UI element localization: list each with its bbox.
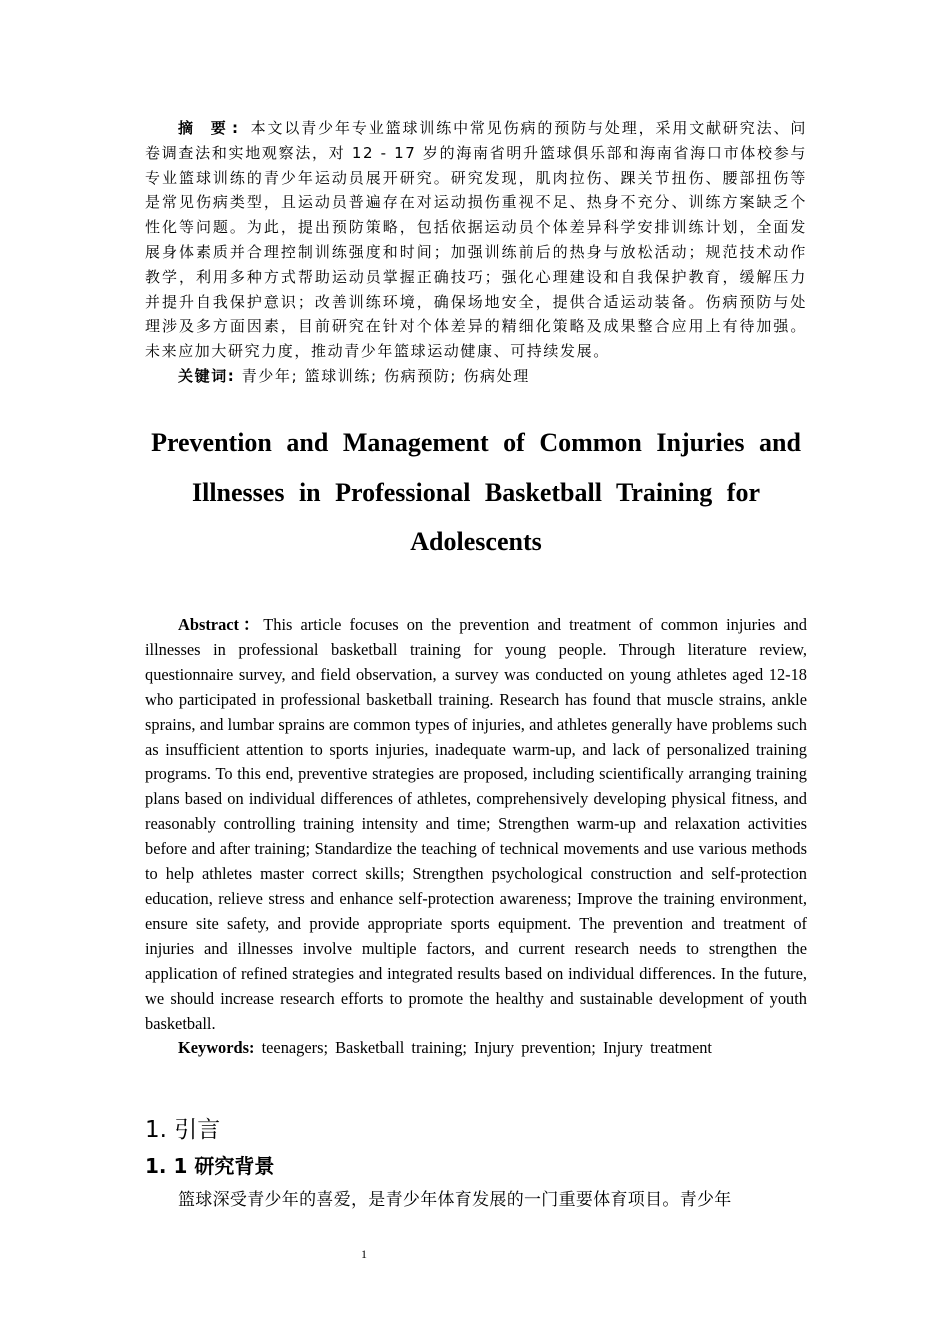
- english-abstract-paragraph: [145, 613, 807, 1036]
- chinese-keywords: 青少年; 篮球训练; 伤病预防; 伤病处理: [241, 366, 530, 385]
- chinese-abstract-text: 本文以青少年专业篮球训练中常见伤病的预防与处理，采用文献研究法、问卷调查法和实地观察法，对 12 - 17 岁的海南省明升篮球俱乐部和海南省海口市体校参与专业篮球训练的青少年运动员展开研究。研究发现，肌肉拉伤、踝关节扭伤、腰部扭伤等是常见伤病类型，且运动员普遍存在对运动损伤重视不足、热身不充分、训练方案缺乏个性化等问题。为此，提出预防策略，包括依据运动员个体差异科学安排训练计划，全面发展身体素质并合理控制训练强度和时间；加强训练前后的热身与放松活动；规范技术动作教学，利用多种方式帮助运动员掌握正确技巧；强化心理建设和自我保护教育，缓解压力并提升自我保护意识；改善训练环境，确保场地安全，提供合适运动装备。伤病预防与处理涉及多方面因素，目前研究在针对个体差异的精细化策略及成果整合应用上有待加强。未来应加大研究力度，推动青少年篮球运动健康、可持续发展。: [145, 119, 807, 361]
- english-abstract-text: This article focuses on the prevention and treatment of common injuries and illnesses in professional basketball training for young people. Through literature review, questionnaire survey, and field observation, a survey was conducted on young athletes aged 12-18 who participated in professional basketball training. Research has found that muscle strains, ankle sprains, and lumbar sprains are common types of injuries, and athletes generally have problems such as insufficient attention to sports injuries, inadequate warm-up, and lack of personalized training programs. To this end, preventive strategies are proposed, including scientifically arranging training plans based on individual differences of athletes, comprehensively developing physical fitness, and reasonably controlling training intensity and time; Strengthen warm-up and relaxation activities before and after training; Standardize the teaching of technical movements and use various methods to help athletes master correct skills; Strengthen psychological construction and self-protection education, relieve stress and enhance self-protection awareness; Improve the training environment, ensure site safety, and provide appropriate sports equipment. The prevention and treatment of injuries and illnesses involve multiple factors, and current research needs to strengthen the application of refined strategies and integrated results based on individual differences. In the future, we should increase research efforts to promote the healthy and sustainable development of youth basketball.: [145, 615, 807, 1033]
- chinese-abstract: [145, 116, 807, 389]
- english-abstract: [145, 613, 807, 1061]
- chinese-abstract-paragraph: [145, 116, 807, 364]
- english-keywords-line: [145, 1036, 807, 1061]
- body-paragraph: 篮球深受青少年的喜爱，是青少年体育发展的一门重要体育项目。青少年: [178, 1190, 732, 1210]
- page-number: 1: [361, 1247, 367, 1261]
- english-keywords-label: Keywords:: [178, 1038, 255, 1058]
- chinese-keywords-line: [145, 364, 807, 389]
- english-keywords: teenagers; Basketball training; Injury prevention; Injury treatment: [261, 1038, 712, 1058]
- subsection-heading: 1. 1 研究背景: [145, 1154, 275, 1178]
- chinese-abstract-label: 摘 要:: [178, 119, 245, 137]
- english-abstract-label: Abstract：: [178, 615, 264, 634]
- english-title: Prevention and Management of Common Injuries and Illnesses in Professional Basketball Training for Adolescents: [151, 428, 801, 556]
- chinese-keywords-label: 关键词:: [178, 366, 236, 385]
- section-heading: 1. 引言: [145, 1117, 221, 1143]
